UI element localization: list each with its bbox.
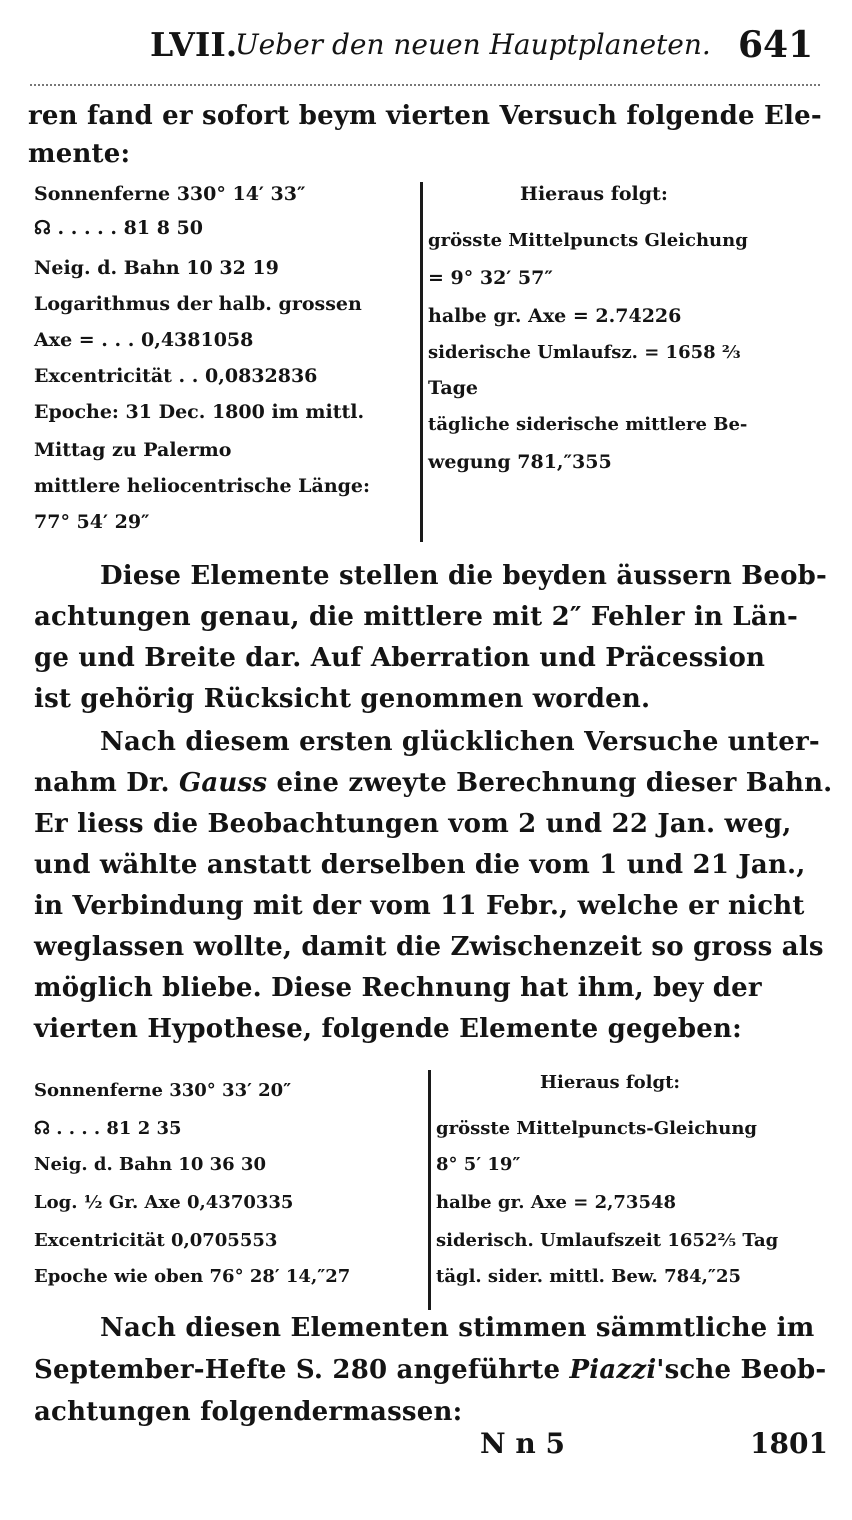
header-rule [30,84,820,86]
table-cell: Hieraus folgt: [540,1072,681,1093]
paragraph-line: vierten Hypothese, folgende Elemente gegeben: [34,1014,742,1044]
table-cell: Logarithmus der halb. grossen [34,293,362,315]
table-cell: halbe gr. Axe = 2,73548 [436,1192,677,1213]
line-text: September-Hefte S. 280 angeführte [34,1355,570,1385]
paragraph-line: achtungen folgendermassen: [34,1397,463,1427]
table-cell: 8° 5′ 19″ [436,1154,521,1175]
section-number: LVII. [150,25,238,64]
table-cell: Hieraus folgt: [520,183,668,205]
table-cell: Epoche: 31 Dec. 1800 im mittl. [34,401,365,423]
paragraph-line [34,1352,826,1388]
intro-line: ren fand er sofort beym vierten Versuch folgende Ele- [28,101,822,131]
table-cell: ☊ . . . . . 81 8 50 [34,217,203,239]
page-number: 641 [738,24,814,66]
line-text: 'sche Beob- [656,1355,827,1385]
paragraph-line: in Verbindung mit der vom 11 Febr., welche er nicht [34,891,805,921]
table-cell: tägliche siderische mittlere Be- [428,414,748,435]
paragraph-line: Nach diesen Elementen stimmen sämmtliche im [100,1313,815,1343]
table-cell: Log. ½ Gr. Axe 0,4370335 [34,1192,294,1213]
author-name: Gauss [178,768,268,798]
paragraph-line: und wählte anstatt derselben die vom 1 und 21 Jan., [34,850,806,880]
running-title: Ueber den neuen Hauptplaneten. [235,28,711,61]
line-text: eine zweyte Berechnung dieser Bahn. [267,768,833,798]
line-text: nahm Dr. [34,768,179,798]
table-cell: Excentricität . . 0,0832836 [34,365,318,387]
paragraph-line [34,765,832,801]
table-cell: = 9° 32′ 57″ [428,267,553,289]
table-cell: grösste Mittelpuncts Gleichung [428,230,748,251]
signature-mark: N n 5 [480,1427,565,1460]
table-cell: siderisch. Umlaufszeit 1652⅖ Tag [436,1230,779,1251]
paragraph-line: möglich bliebe. Diese Rechnung hat ihm, bey der [34,973,762,1003]
paragraph-line: Diese Elemente stellen die beyden äussern Beob- [100,561,828,591]
table-cell: Sonnenferne 330° 33′ 20″ [34,1080,292,1101]
table-divider [420,182,423,542]
year-mark: 1801 [750,1427,828,1460]
table-cell: 77° 54′ 29″ [34,511,150,533]
author-name: Piazzi [569,1355,657,1385]
table-cell: Neig. d. Bahn 10 36 30 [34,1154,266,1175]
table-cell: tägl. sider. mittl. Bew. 784,″25 [436,1266,742,1287]
paragraph-line: ge und Breite dar. Auf Aberration und Präcession [34,643,766,673]
table-cell: siderische Umlaufsz. = 1658 ⅔ [428,342,741,363]
table-cell: grösste Mittelpuncts-Gleichung [436,1118,758,1139]
paragraph-line: ist gehörig Rücksicht genommen worden. [34,684,651,714]
table-cell: Mittag zu Palermo [34,439,232,461]
table-cell: Excentricität 0,0705553 [34,1230,278,1251]
table-cell: mittlere heliocentrische Länge: [34,475,371,497]
paragraph-line: achtungen genau, die mittlere mit 2″ Fehler in Län- [34,602,799,632]
table-cell: ☊ . . . . 81 2 35 [34,1118,182,1139]
table-cell: Sonnenferne 330° 14′ 33″ [34,183,306,205]
table-divider [428,1070,431,1310]
table-cell: Epoche wie oben 76° 28′ 14,″27 [34,1266,351,1287]
intro-line: mente: [28,139,131,169]
table-cell: Tage [428,377,479,399]
paragraph-line: Er liess die Beobachtungen vom 2 und 22 Jan. weg, [34,809,792,839]
paragraph-line: weglassen wollte, damit die Zwischenzeit so gross als [34,932,824,962]
table-cell: Neig. d. Bahn 10 32 19 [34,257,279,279]
table-cell: halbe gr. Axe = 2.74226 [428,305,682,327]
table-cell: Axe = . . . 0,4381058 [34,329,254,351]
paragraph-line: Nach diesem ersten glücklichen Versuche unter- [100,727,820,757]
table-cell: wegung 781,″355 [428,451,612,473]
